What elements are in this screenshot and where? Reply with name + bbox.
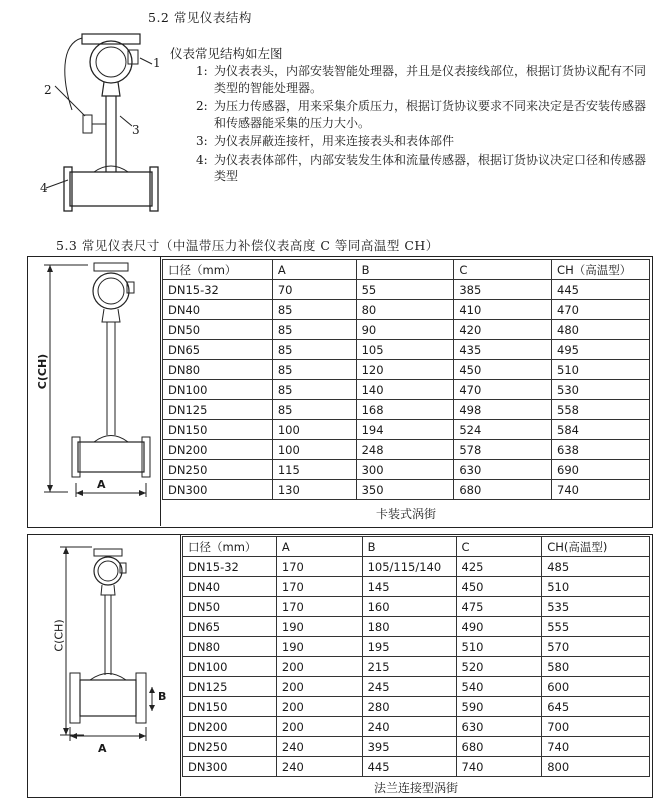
item-text: 为仪表表头，内部安装智能处理器，并且是仪表接线部位，根据订货协议配有不同类型的智能处理器。 — [214, 64, 647, 95]
table-cell: 300 — [356, 460, 454, 480]
structure-item — [196, 152, 646, 185]
column-header: A — [272, 260, 356, 280]
table-cell: DN15-32 — [183, 557, 277, 577]
table-header-row — [163, 260, 650, 280]
table-cell: 240 — [276, 757, 362, 777]
table-cell: 555 — [542, 617, 650, 637]
table-cell: 495 — [552, 340, 650, 360]
table-cell: DN300 — [163, 480, 273, 500]
table-cell: DN50 — [163, 320, 273, 340]
table-cell: DN150 — [183, 697, 277, 717]
table-cell: 570 — [542, 637, 650, 657]
table-cell: 475 — [456, 597, 542, 617]
table-cell: 450 — [456, 577, 542, 597]
table-cell: 190 — [276, 637, 362, 657]
table-cell: 85 — [272, 380, 356, 400]
table-row — [163, 340, 650, 360]
callout-label-4: 4 — [40, 181, 48, 195]
table-row — [163, 460, 650, 480]
table-cell: 498 — [454, 400, 552, 420]
table-cell: 240 — [276, 737, 362, 757]
divider — [180, 534, 181, 796]
table-cell: 100 — [272, 420, 356, 440]
table-cell: 740 — [542, 737, 650, 757]
item-number: 3: — [196, 134, 208, 148]
table-cell: 385 — [454, 280, 552, 300]
callout-label-1: 1 — [153, 56, 161, 70]
table-cell: 630 — [456, 717, 542, 737]
table-cell: 105/115/140 — [362, 557, 456, 577]
table-cell: 490 — [456, 617, 542, 637]
table-cell: DN150 — [163, 420, 273, 440]
table-cell: 105 — [356, 340, 454, 360]
table-cell: 584 — [552, 420, 650, 440]
table-cell: DN125 — [163, 400, 273, 420]
table-cell: 245 — [362, 677, 456, 697]
table-cell: 280 — [362, 697, 456, 717]
table-cell: 600 — [542, 677, 650, 697]
table-cell: 540 — [456, 677, 542, 697]
table-cell: 435 — [454, 340, 552, 360]
table-cell: DN250 — [183, 737, 277, 757]
table-cell: 85 — [272, 340, 356, 360]
depth-dim-label: B — [158, 690, 167, 703]
table-cell: 580 — [542, 657, 650, 677]
table-cell: 470 — [552, 300, 650, 320]
table-cell: 590 — [456, 697, 542, 717]
table-cell: 248 — [356, 440, 454, 460]
table-cell: 85 — [272, 400, 356, 420]
table-cell: 140 — [356, 380, 454, 400]
table-row — [183, 657, 650, 677]
table-cell: 350 — [356, 480, 454, 500]
table-cell: DN65 — [183, 617, 277, 637]
divider — [160, 256, 161, 526]
width-dim-label: A — [98, 742, 107, 755]
section-5-3-title: 5.3 常见仪表尺寸（中温带压力补偿仪表高度 C 等同高温型 CH） — [56, 238, 439, 253]
structure-item-list — [196, 63, 646, 187]
table-cell: 70 — [272, 280, 356, 300]
table-cell: 85 — [272, 360, 356, 380]
table-cell: 180 — [362, 617, 456, 637]
column-header: B — [362, 537, 456, 557]
table-cell: 535 — [542, 597, 650, 617]
column-header: CH（高温型） — [552, 260, 650, 280]
table-cell: 160 — [362, 597, 456, 617]
table-row — [183, 717, 650, 737]
callout-label-2: 2 — [44, 83, 52, 97]
table-row — [163, 360, 650, 380]
table-row — [163, 300, 650, 320]
table-cell: 395 — [362, 737, 456, 757]
table-row — [163, 420, 650, 440]
table-cell: 450 — [454, 360, 552, 380]
clamp-dimension-table — [162, 259, 650, 500]
table-cell: DN65 — [163, 340, 273, 360]
table-row — [183, 697, 650, 717]
table-cell: DN200 — [163, 440, 273, 460]
table-cell: 120 — [356, 360, 454, 380]
table-cell: 530 — [552, 380, 650, 400]
table-cell: 700 — [542, 717, 650, 737]
structure-item — [196, 63, 646, 96]
table-cell: 510 — [552, 360, 650, 380]
table-cell: 85 — [272, 300, 356, 320]
structure-intro: 仪表常见结构如左图 — [170, 46, 283, 61]
height-dim-label-wrap — [28, 353, 58, 389]
table-cell: 115 — [272, 460, 356, 480]
table-cell: 680 — [456, 737, 542, 757]
table-cell: 168 — [356, 400, 454, 420]
table-cell: DN100 — [163, 380, 273, 400]
table-cell: 200 — [276, 677, 362, 697]
section-5-2-title: 5.2 常见仪表结构 — [148, 10, 252, 25]
table-header-row — [183, 537, 650, 557]
table-cell: DN200 — [183, 717, 277, 737]
table-cell: 690 — [552, 460, 650, 480]
table-cell: 740 — [456, 757, 542, 777]
table-row — [183, 557, 650, 577]
column-header: B — [356, 260, 454, 280]
table-cell: 740 — [552, 480, 650, 500]
table-row — [183, 577, 650, 597]
flange-dimension-table — [182, 536, 650, 777]
table-cell: 578 — [454, 440, 552, 460]
table-cell: 445 — [552, 280, 650, 300]
table-cell: 558 — [552, 400, 650, 420]
column-header: 口径（mm） — [183, 537, 277, 557]
table-cell: DN50 — [183, 597, 277, 617]
table-cell: DN100 — [183, 657, 277, 677]
table-cell: 638 — [552, 440, 650, 460]
table-cell: 200 — [276, 657, 362, 677]
height-dim-label-wrap — [44, 620, 74, 650]
table-cell: DN40 — [163, 300, 273, 320]
height-dim-label: C(CH) — [36, 353, 50, 389]
height-dim-label: C(CH) — [52, 618, 66, 652]
table-cell: 170 — [276, 577, 362, 597]
flange-table-caption: 法兰连接型涡街 — [373, 781, 458, 795]
table-row — [163, 400, 650, 420]
table-cell: 425 — [456, 557, 542, 577]
table-cell: 410 — [454, 300, 552, 320]
table-row — [183, 677, 650, 697]
structure-item — [196, 133, 646, 150]
table-cell: 170 — [276, 557, 362, 577]
table-row — [183, 637, 650, 657]
table-cell: 445 — [362, 757, 456, 777]
table-row — [183, 737, 650, 757]
table-cell: 800 — [542, 757, 650, 777]
table-cell: 510 — [456, 637, 542, 657]
table-cell: 85 — [272, 320, 356, 340]
table-row — [183, 617, 650, 637]
table-row — [163, 440, 650, 460]
table-cell: 200 — [276, 717, 362, 737]
table-cell: 130 — [272, 480, 356, 500]
table-cell: 645 — [542, 697, 650, 717]
table-cell: DN80 — [183, 637, 277, 657]
table-cell: 90 — [356, 320, 454, 340]
column-header: CH(高温型) — [542, 537, 650, 557]
table-cell: DN125 — [183, 677, 277, 697]
column-header: C — [454, 260, 552, 280]
table-cell: DN300 — [183, 757, 277, 777]
table-cell: 170 — [276, 597, 362, 617]
table-cell: 485 — [542, 557, 650, 577]
table-cell: 145 — [362, 577, 456, 597]
table-row — [183, 757, 650, 777]
table-cell: 520 — [456, 657, 542, 677]
item-number: 4: — [196, 152, 208, 167]
column-header: 口径（mm） — [163, 260, 273, 280]
table-cell: DN250 — [163, 460, 273, 480]
table-cell: 420 — [454, 320, 552, 340]
table-cell: 55 — [356, 280, 454, 300]
table-cell: 480 — [552, 320, 650, 340]
table-cell: 195 — [362, 637, 456, 657]
column-header: C — [456, 537, 542, 557]
table-cell: 190 — [276, 617, 362, 637]
table-row — [163, 380, 650, 400]
table-cell: DN40 — [183, 577, 277, 597]
table-row — [163, 320, 650, 340]
table-row — [183, 597, 650, 617]
item-number: 2: — [196, 99, 208, 113]
table-cell: 470 — [454, 380, 552, 400]
clamp-table-caption: 卡装式涡街 — [375, 507, 436, 521]
item-text: 为压力传感器，用来采集介质压力，根据订货协议要求不同来决定是否安装传感器和传感器能采集的压力大小。 — [214, 99, 647, 130]
width-dim-label: A — [97, 478, 106, 491]
table-cell: 630 — [454, 460, 552, 480]
table-cell: DN80 — [163, 360, 273, 380]
column-header: A — [276, 537, 362, 557]
table-cell: 510 — [542, 577, 650, 597]
table-cell: 680 — [454, 480, 552, 500]
item-text: 为仪表表体部件，内部安装发生体和流量传感器，根据订货协议决定口径和传感器类型 — [214, 152, 647, 183]
table-cell: 80 — [356, 300, 454, 320]
table-cell: 200 — [276, 697, 362, 717]
structure-item — [196, 98, 646, 131]
item-number: 1: — [196, 64, 208, 78]
table-cell: 524 — [454, 420, 552, 440]
callout-label-3: 3 — [132, 123, 140, 137]
table-cell: 215 — [362, 657, 456, 677]
table-row — [163, 280, 650, 300]
item-text: 为仪表屏蔽连接杆，用来连接表头和表体部件 — [214, 134, 455, 148]
table-cell: 240 — [362, 717, 456, 737]
table-cell: 100 — [272, 440, 356, 460]
table-cell: DN15-32 — [163, 280, 273, 300]
table-row — [163, 480, 650, 500]
table-cell: 194 — [356, 420, 454, 440]
